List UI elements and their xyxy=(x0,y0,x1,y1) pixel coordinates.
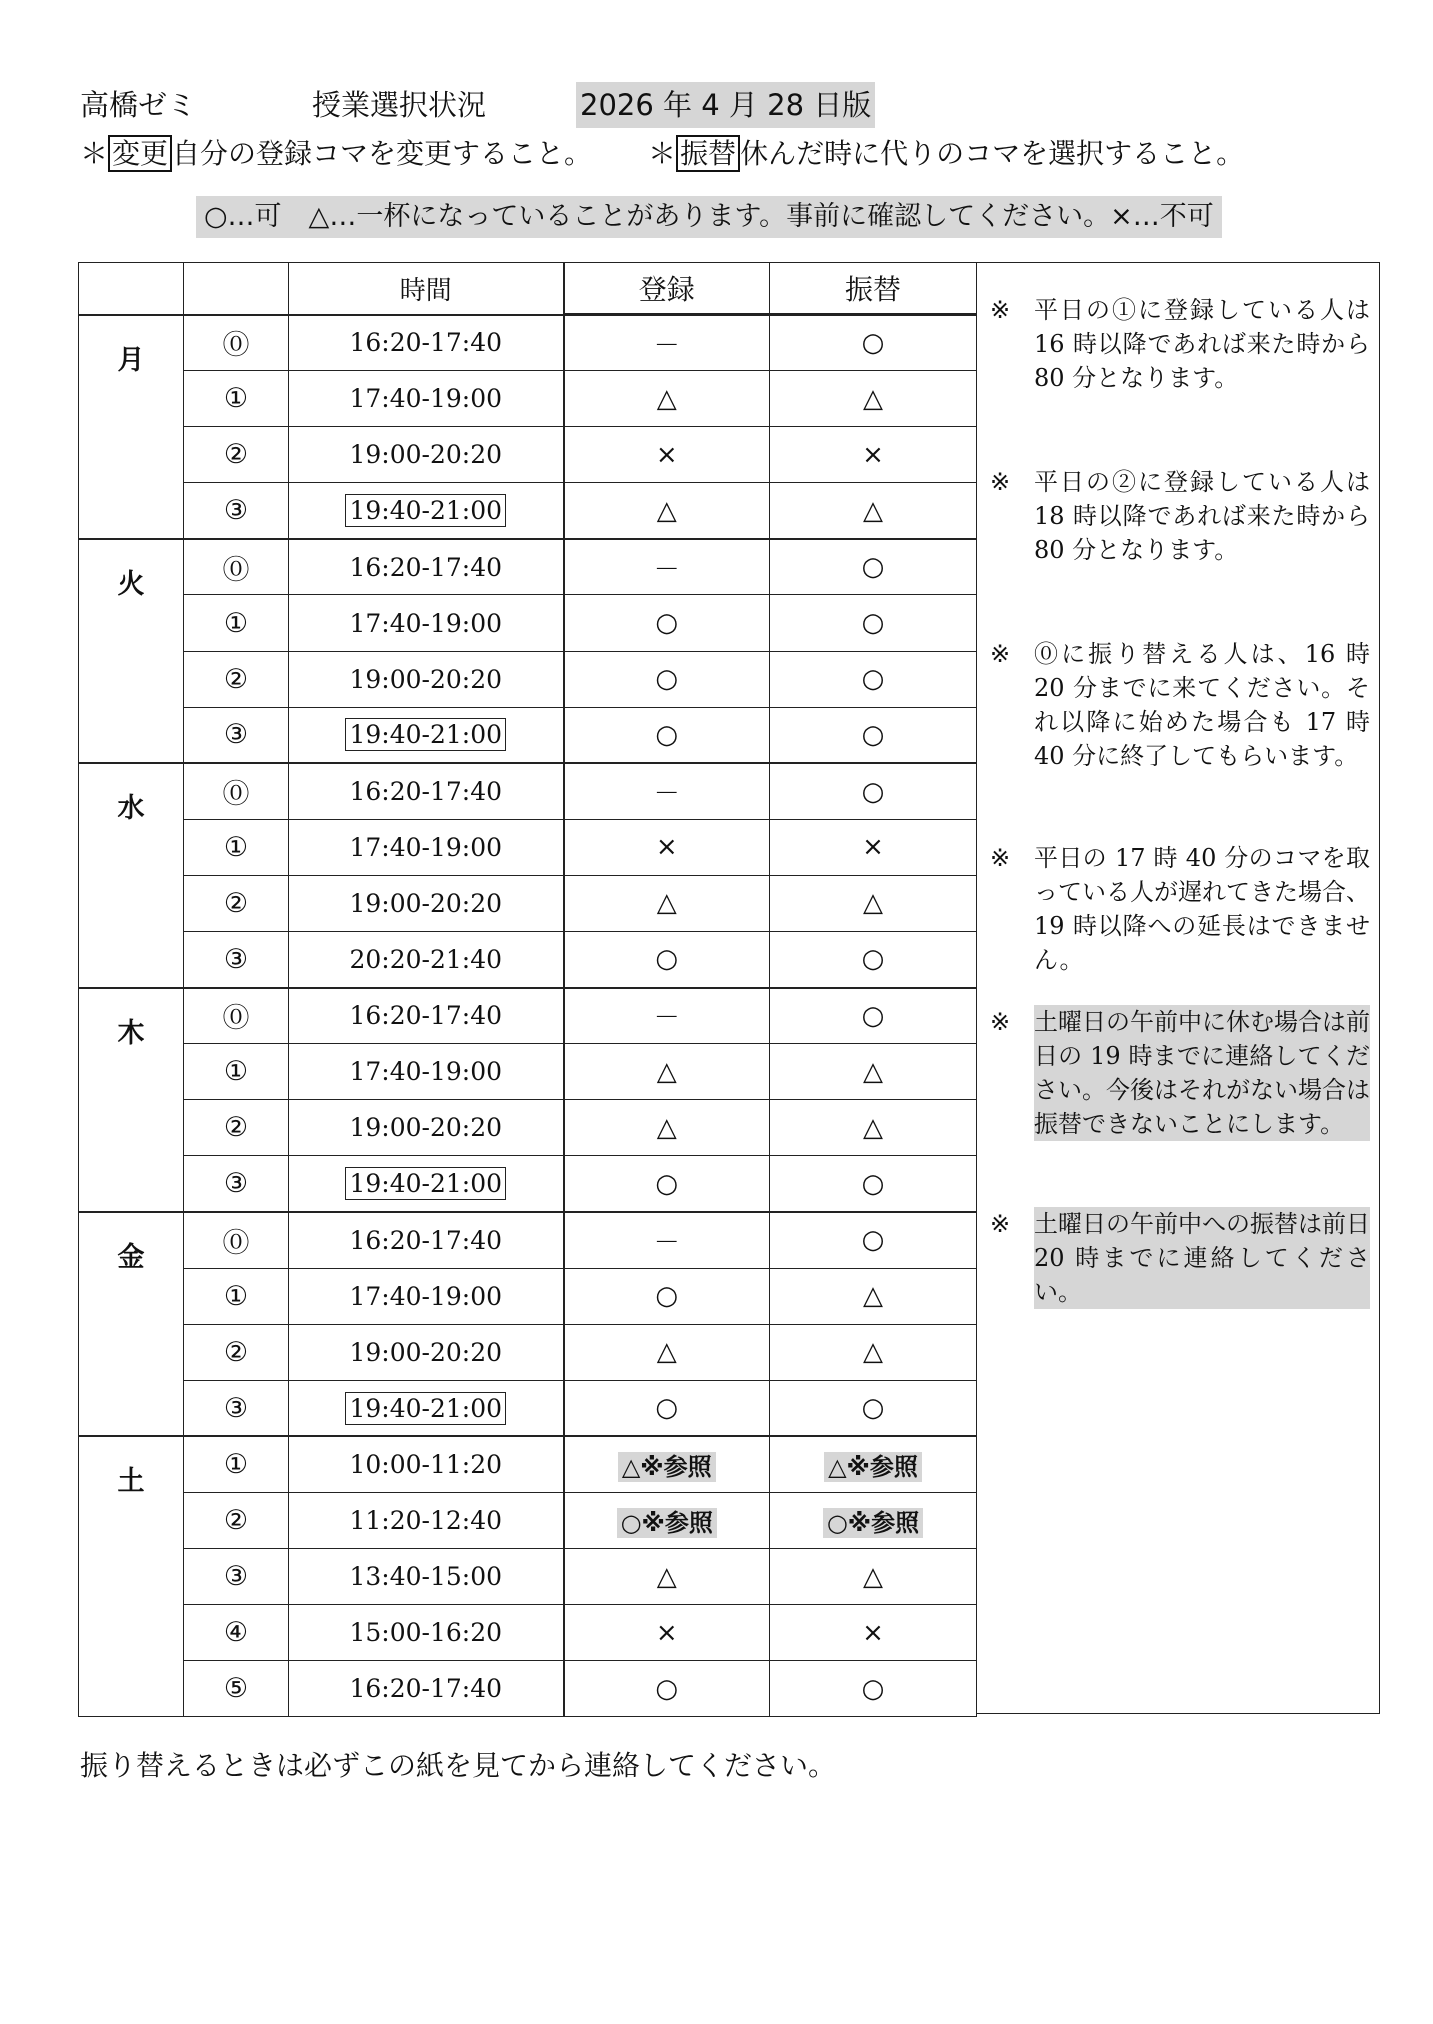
time-text: 16:20-17:40 xyxy=(349,1001,503,1031)
transfer-status: △ xyxy=(863,383,883,414)
time-cell xyxy=(289,1605,564,1661)
time-text: 17:40-19:00 xyxy=(349,1281,503,1311)
register-status-cell xyxy=(564,1100,770,1156)
register-status: － xyxy=(653,779,680,810)
transfer-status-cell xyxy=(770,1661,977,1717)
table-row xyxy=(79,1324,977,1380)
org-name: 高橋ゼミ xyxy=(80,88,197,122)
register-status-cell xyxy=(564,932,770,988)
transfer-status: ○ xyxy=(861,776,885,807)
transfer-status-cell xyxy=(770,988,977,1044)
register-status-cell xyxy=(564,427,770,483)
time-cell xyxy=(289,1549,564,1605)
table-row xyxy=(79,875,977,931)
time-cell xyxy=(289,763,564,819)
register-status: △ xyxy=(656,1561,677,1592)
time-text: 17:40-19:00 xyxy=(349,832,503,862)
transfer-status-cell xyxy=(770,483,977,539)
slot-cell: ④ xyxy=(184,1605,289,1661)
change-text: 自分の登録コマを変更すること。 xyxy=(172,137,593,170)
register-status-cell xyxy=(564,707,770,763)
table-row xyxy=(79,988,977,1044)
slot-cell: ① xyxy=(184,595,289,651)
register-status: △※参照 xyxy=(618,1452,716,1482)
transfer-status-cell xyxy=(770,371,977,427)
slot-cell: ③ xyxy=(184,1380,289,1436)
slot-cell: ③ xyxy=(184,707,289,763)
time-cell xyxy=(289,651,564,707)
register-status: ○ xyxy=(655,944,679,975)
time-text: 16:20-17:40 xyxy=(349,552,503,582)
time-cell xyxy=(289,1380,564,1436)
side-note xyxy=(990,637,1370,773)
table-row xyxy=(79,1156,977,1212)
time-text: 19:40-21:00 xyxy=(345,718,506,751)
transfer-status: ○ xyxy=(861,1000,885,1031)
note-mark: ※ xyxy=(990,296,1011,324)
transfer-status-cell xyxy=(770,763,977,819)
table-row xyxy=(79,1044,977,1100)
edition-date: 2026 年 4 月 28 日版 xyxy=(576,82,875,128)
note-text: 平日の①に登録している人は 16 時以降であれば来た時から 80 分となります。 xyxy=(1034,296,1370,392)
transfer-status: ○ xyxy=(861,1168,885,1199)
register-status: ○ xyxy=(655,608,679,639)
register-status: － xyxy=(653,1227,680,1258)
transfer-status-cell xyxy=(770,707,977,763)
register-status-cell xyxy=(564,651,770,707)
note-mark: ※ xyxy=(990,844,1011,872)
header-slot xyxy=(184,263,289,315)
doc-title: 授業選択状況 xyxy=(312,88,487,122)
slot-cell: ② xyxy=(184,1492,289,1548)
time-cell xyxy=(289,819,564,875)
side-note xyxy=(990,1207,1370,1309)
transfer-status: ○ xyxy=(861,608,885,639)
transfer-status: ○ xyxy=(861,552,885,583)
transfer-status-cell xyxy=(770,1549,977,1605)
day-cell: 金 xyxy=(79,1212,184,1436)
register-status-cell xyxy=(564,1549,770,1605)
day-cell: 月 xyxy=(79,315,184,539)
register-status-cell xyxy=(564,539,770,595)
transfer-status-cell xyxy=(770,1492,977,1548)
register-status-cell xyxy=(564,875,770,931)
table-header-row xyxy=(79,263,977,315)
transfer-status: ○ xyxy=(861,1225,885,1256)
slot-cell: ③ xyxy=(184,1549,289,1605)
transfer-status: △ xyxy=(863,1561,883,1592)
register-status: ○ xyxy=(655,719,679,750)
transfer-status: ○ xyxy=(861,1673,885,1704)
register-status: － xyxy=(653,554,680,585)
day-cell: 木 xyxy=(79,988,184,1212)
register-status: × xyxy=(655,1617,678,1648)
transfer-status-cell xyxy=(770,427,977,483)
time-text: 17:40-19:00 xyxy=(349,1057,503,1087)
side-notes-panel xyxy=(976,262,1380,1714)
transfer-status: △ xyxy=(863,495,883,526)
slot-cell: ⓪ xyxy=(184,539,289,595)
register-status: ○ xyxy=(655,1393,679,1424)
note-text: ⓪に振り替える人は、16 時 20 分までに来てください。それ以降に始めた場合も 17 時 40 分に終了してもらいます。 xyxy=(1034,640,1370,770)
register-status-cell xyxy=(564,1492,770,1548)
slot-cell: ⓪ xyxy=(184,315,289,371)
slot-cell: ② xyxy=(184,875,289,931)
time-cell xyxy=(289,315,564,371)
day-cell: 水 xyxy=(79,763,184,987)
table-row xyxy=(79,1436,977,1492)
slot-cell: ⓪ xyxy=(184,763,289,819)
slot-cell: ① xyxy=(184,1436,289,1492)
slot-cell: ③ xyxy=(184,1156,289,1212)
instruction-notes xyxy=(80,132,1244,176)
time-text: 16:20-17:40 xyxy=(349,328,503,358)
side-note xyxy=(990,293,1370,395)
transfer-status-cell xyxy=(770,875,977,931)
table-row xyxy=(79,651,977,707)
time-cell xyxy=(289,1661,564,1717)
time-cell xyxy=(289,1492,564,1548)
time-cell xyxy=(289,595,564,651)
transfer-status: ○ xyxy=(861,328,885,359)
slot-cell: ⓪ xyxy=(184,988,289,1044)
table-row xyxy=(79,1100,977,1156)
transfer-text: 休んだ時に代りのコマを選択すること。 xyxy=(740,137,1245,170)
time-text: 19:00-20:20 xyxy=(349,664,503,694)
note-mark: ※ xyxy=(990,1008,1011,1036)
register-status: △ xyxy=(656,1112,677,1143)
transfer-status: ○ xyxy=(861,944,885,975)
table-row xyxy=(79,1212,977,1268)
time-text: 19:00-20:20 xyxy=(349,888,503,918)
transfer-status: ○ xyxy=(861,1393,885,1424)
transfer-status-cell xyxy=(770,1380,977,1436)
transfer-status: △ xyxy=(863,1112,883,1143)
day-cell: 土 xyxy=(79,1436,184,1716)
register-status: △ xyxy=(656,888,677,919)
side-note xyxy=(990,841,1370,977)
register-status: × xyxy=(655,832,678,863)
slot-cell: ⑤ xyxy=(184,1661,289,1717)
transfer-status: ○※参照 xyxy=(823,1508,923,1538)
transfer-status-cell xyxy=(770,1324,977,1380)
header-transfer: 振替 xyxy=(770,263,977,315)
register-status: ○ xyxy=(655,664,679,695)
time-text: 16:20-17:40 xyxy=(349,777,503,807)
header-register: 登録 xyxy=(564,263,770,315)
register-status: ○ xyxy=(655,1281,679,1312)
time-text: 19:40-21:00 xyxy=(345,1392,506,1425)
table-row xyxy=(79,315,977,371)
slot-cell: ① xyxy=(184,1268,289,1324)
register-status-cell xyxy=(564,595,770,651)
transfer-status-cell xyxy=(770,595,977,651)
table-row xyxy=(79,707,977,763)
time-cell xyxy=(289,707,564,763)
side-note xyxy=(990,465,1370,567)
register-status: △ xyxy=(656,1337,677,1368)
time-text: 17:40-19:00 xyxy=(349,384,503,414)
note-mark: ※ xyxy=(990,468,1011,496)
transfer-status: × xyxy=(862,832,884,863)
transfer-status-cell xyxy=(770,651,977,707)
table-row xyxy=(79,1380,977,1436)
table-row xyxy=(79,932,977,988)
register-status: × xyxy=(655,439,678,470)
time-text: 19:00-20:20 xyxy=(349,1337,503,1367)
register-status-cell xyxy=(564,1436,770,1492)
slot-cell: ① xyxy=(184,1044,289,1100)
register-status-cell xyxy=(564,763,770,819)
register-status-cell xyxy=(564,1605,770,1661)
time-cell xyxy=(289,1156,564,1212)
transfer-label: 振替 xyxy=(676,135,740,172)
note-mark: ※ xyxy=(990,640,1011,668)
register-status: － xyxy=(653,330,680,361)
note-text: 平日の 17 時 40 分のコマを取っている人が遅れてきた場合、19 時以降への延長はできません。 xyxy=(1034,844,1370,974)
transfer-prefix: ＊ xyxy=(648,137,677,170)
register-status: △ xyxy=(656,383,677,414)
time-cell xyxy=(289,539,564,595)
table-row xyxy=(79,763,977,819)
time-cell xyxy=(289,427,564,483)
slot-cell: ② xyxy=(184,651,289,707)
transfer-status: △ xyxy=(863,1337,883,1368)
transfer-status-cell xyxy=(770,315,977,371)
change-label: 変更 xyxy=(108,135,172,172)
register-status-cell xyxy=(564,1212,770,1268)
time-text: 11:20-12:40 xyxy=(349,1506,503,1536)
transfer-status: △ xyxy=(863,1056,883,1087)
register-status: ○ xyxy=(655,1168,679,1199)
time-cell xyxy=(289,1212,564,1268)
transfer-status: △ xyxy=(863,888,883,919)
register-status-cell xyxy=(564,988,770,1044)
time-text: 19:00-20:20 xyxy=(349,1113,503,1143)
table-row xyxy=(79,427,977,483)
change-prefix: ＊ xyxy=(80,137,109,170)
slot-cell: ① xyxy=(184,819,289,875)
transfer-status: △※参照 xyxy=(824,1452,922,1482)
time-text: 16:20-17:40 xyxy=(349,1225,503,1255)
time-cell xyxy=(289,875,564,931)
table-row xyxy=(79,819,977,875)
note-mark: ※ xyxy=(990,1210,1011,1238)
transfer-status-cell xyxy=(770,1436,977,1492)
table-row xyxy=(79,1549,977,1605)
slot-cell: ③ xyxy=(184,483,289,539)
transfer-status-cell xyxy=(770,932,977,988)
transfer-status-cell xyxy=(770,1156,977,1212)
register-status-cell xyxy=(564,1156,770,1212)
time-text: 10:00-11:20 xyxy=(349,1450,503,1480)
note-text: 土曜日の午前中に休む場合は前日の 19 時までに連絡してください。今後はそれがない場合は振替できないことにします。 xyxy=(1034,1005,1370,1141)
header-day xyxy=(79,263,184,315)
table-row xyxy=(79,1661,977,1717)
table-row xyxy=(79,595,977,651)
register-status-cell xyxy=(564,1661,770,1717)
slot-cell: ① xyxy=(184,371,289,427)
time-cell xyxy=(289,1100,564,1156)
time-cell xyxy=(289,483,564,539)
time-text: 13:40-15:00 xyxy=(349,1562,503,1592)
register-status-cell xyxy=(564,1044,770,1100)
header-time: 時間 xyxy=(289,263,564,315)
time-cell xyxy=(289,371,564,427)
slot-cell: ② xyxy=(184,1100,289,1156)
time-text: 19:40-21:00 xyxy=(345,1167,506,1200)
register-status: ○ xyxy=(655,1673,679,1704)
register-status-cell xyxy=(564,1324,770,1380)
time-cell xyxy=(289,1268,564,1324)
schedule-table xyxy=(78,262,977,1717)
time-text: 16:20-17:40 xyxy=(349,1674,503,1704)
note-text: 平日の②に登録している人は 18 時以降であれば来た時から 80 分となります。 xyxy=(1034,468,1370,564)
transfer-status-cell xyxy=(770,819,977,875)
register-status-cell xyxy=(564,315,770,371)
register-status: △ xyxy=(656,495,677,526)
table-row xyxy=(79,539,977,595)
transfer-status-cell xyxy=(770,1044,977,1100)
transfer-status: △ xyxy=(863,1281,883,1312)
table-row xyxy=(79,1268,977,1324)
time-text: 19:40-21:00 xyxy=(345,494,506,527)
transfer-status: ○ xyxy=(861,719,885,750)
transfer-status: × xyxy=(862,439,884,470)
register-status-cell xyxy=(564,483,770,539)
day-cell: 火 xyxy=(79,539,184,763)
transfer-status-cell xyxy=(770,1100,977,1156)
register-status-cell xyxy=(564,1380,770,1436)
time-cell xyxy=(289,1044,564,1100)
time-cell xyxy=(289,1436,564,1492)
note-text: 土曜日の午前中への振替は前日 20 時までに連絡してください。 xyxy=(1034,1207,1370,1309)
transfer-status-cell xyxy=(770,1605,977,1661)
slot-cell: ⓪ xyxy=(184,1212,289,1268)
register-status: △ xyxy=(656,1056,677,1087)
time-cell xyxy=(289,1324,564,1380)
register-status: ○※参照 xyxy=(617,1508,717,1538)
transfer-status-cell xyxy=(770,539,977,595)
table-row xyxy=(79,371,977,427)
time-text: 17:40-19:00 xyxy=(349,608,503,638)
table-row xyxy=(79,483,977,539)
register-status: － xyxy=(653,1003,680,1034)
table-row xyxy=(79,1605,977,1661)
time-cell xyxy=(289,932,564,988)
time-text: 19:00-20:20 xyxy=(349,440,503,470)
slot-cell: ② xyxy=(184,1324,289,1380)
transfer-status-cell xyxy=(770,1268,977,1324)
register-status-cell xyxy=(564,1268,770,1324)
register-status-cell xyxy=(564,371,770,427)
slot-cell: ② xyxy=(184,427,289,483)
slot-cell: ③ xyxy=(184,932,289,988)
legend: ○…可 △…一杯になっていることがあります。事前に確認してください。×…不可 xyxy=(196,196,1222,238)
table-row xyxy=(79,1492,977,1548)
transfer-status: ○ xyxy=(861,664,885,695)
time-cell xyxy=(289,988,564,1044)
footer-note: 振り替えるときは必ずこの紙を見てから連絡してください。 xyxy=(80,1749,837,1782)
transfer-status: × xyxy=(862,1617,884,1648)
transfer-status-cell xyxy=(770,1212,977,1268)
register-status-cell xyxy=(564,819,770,875)
time-text: 15:00-16:20 xyxy=(349,1618,503,1648)
time-text: 20:20-21:40 xyxy=(349,944,503,974)
side-note xyxy=(990,1005,1370,1141)
